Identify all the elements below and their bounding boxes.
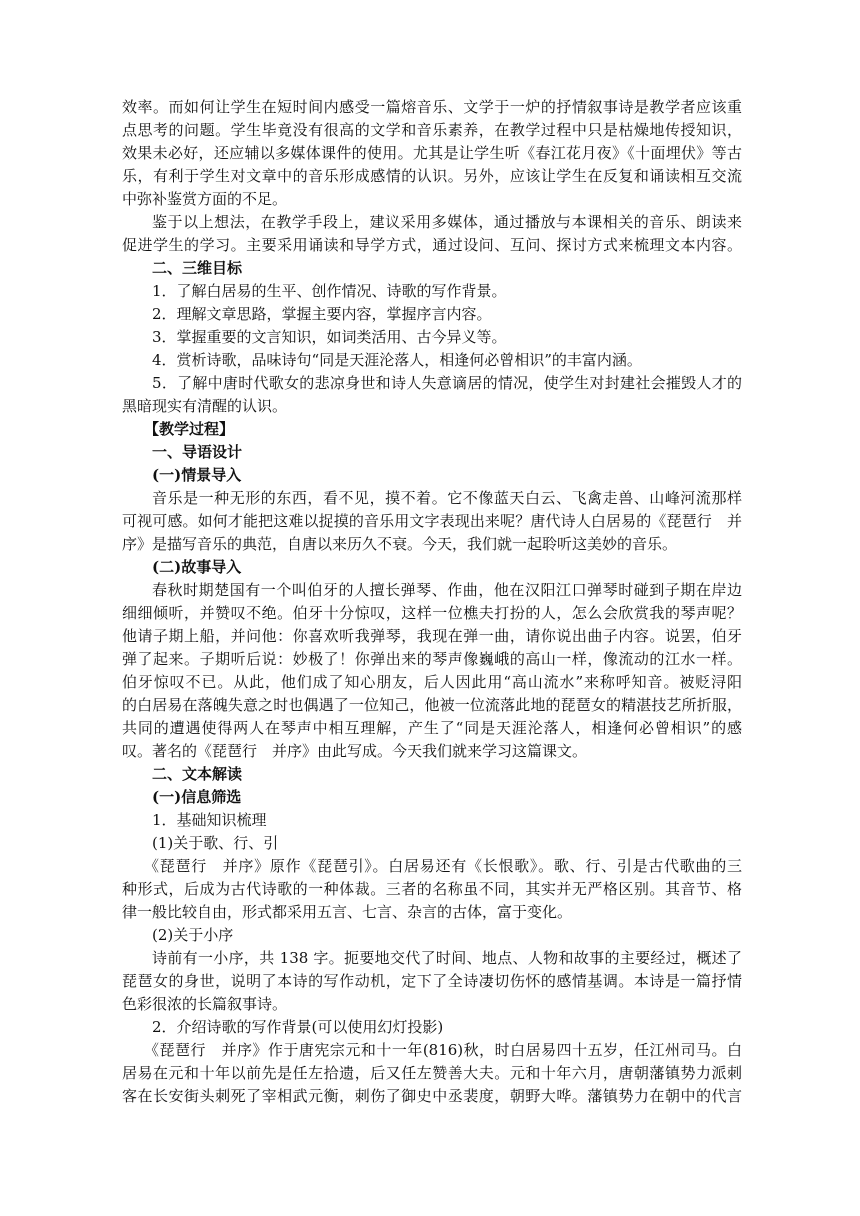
text-line: 种形式，后成为古代诗歌的一种体裁。三者的名称虽不同，其实并无严格区别。其音节、格 [122,880,742,898]
text-line: 3．掌握重要的文言知识，如词类活用、古今异义等。 [152,328,507,346]
text-line: 4．赏析诗歌，品味诗句“同是天涯沦落人，相逢何必曾相识”的丰富内涵。 [152,351,642,369]
text-line: 弹了起来。子期听后说：妙极了！你弹出来的琴声像巍峨的高山一样，像流动的江水一样。 [122,650,742,668]
text-line: 二、三维目标 [152,259,243,277]
text-line: 效果未必好，还应辅以多媒体课件的使用。尤其是让学生听《春江花月夜》《十面埋伏》等古 [122,144,742,162]
text-line: 《琵琶行 并序》原作《琵琶引》。白居易还有《长恨歌》。歌、行、引是古代歌曲的三 [144,857,742,875]
text-line: (二)故事导入 [152,558,242,576]
text-line: 色彩很浓的长篇叙事诗。 [122,995,288,1013]
text-line: 效率。而如何让学生在短时间内感受一篇熔音乐、文学于一炉的抒情叙事诗是教学者应该重 [122,98,742,116]
text-line: 可视可感。如何才能把这难以捉摸的音乐用文字表现出来呢？唐代诗人白居易的《琵琶行 并 [122,512,742,530]
text-line: 1．了解白居易的生平、创作情况、诗歌的写作背景。 [152,282,507,300]
text-line: 二、文本解读 [152,765,243,783]
text-line: 中弥补鉴赏方面的不足。 [122,190,288,208]
text-line: 一、导语设计 [152,443,243,461]
text-line: 鉴于以上想法，在教学手段上，建议采用多媒体，通过播放与本课相关的音乐、朗读来 [152,213,742,231]
text-line: 音乐是一种无形的东西，看不见，摸不着。它不像蓝天白云、飞禽走兽、山峰河流那样 [152,489,742,507]
text-line: 诗前有一小序，共 138 字。扼要地交代了时间、地点、人物和故事的主要经过，概述了 [152,949,742,967]
text-line: 律一般比较自由，形式都采用五言、七言、杂言的古体，富于变化。 [122,903,573,921]
text-line: 【教学过程】 [144,420,235,438]
text-line: 叹。著名的《琵琶行 并序》由此写成。今天我们就来学习这篇课文。 [122,742,588,760]
text-line: 促进学生的学习。主要采用诵读和导学方式，通过设问、互问、探讨方式来梳理文本内容。 [122,236,742,254]
text-line: 的白居易在落魄失意之时也偶遇了一位知己，他被一位流落此地的琵琶女的精湛技艺所折服， [122,696,742,714]
text-line: (一)情景导入 [152,466,242,484]
text-line: 居易在元和十年以前先是任左拾遗，后又任左赞善大夫。元和十年六月，唐朝藩镇势力派刺 [122,1064,742,1082]
text-line: (2)关于小序 [152,926,234,944]
text-line: 1．基础知识梳理 [152,811,267,829]
text-line: 2．介绍诗歌的写作背景(可以使用幻灯投影) [152,1018,444,1036]
text-line: 2．理解文章思路，掌握主要内容，掌握序言内容。 [152,305,492,323]
text-line: (1)关于歌、行、引 [152,834,279,852]
text-line: 他请子期上船，并问他：你喜欢听我弹琴，我现在弹一曲，请你说出曲子内容。说罢，伯牙 [122,627,742,645]
text-line: 琵琶女的身世，说明了本诗的写作动机，定下了全诗凄切伤怀的感情基调。本诗是一篇抒情 [122,972,742,990]
text-line: 序》是描写音乐的典范，自唐以来历久不衰。今天，我们就一起聆听这美妙的音乐。 [122,535,678,553]
text-line: 黑暗现实有清醒的认识。 [122,397,288,415]
text-line: 《琵琶行 并序》作于唐宪宗元和十一年(816)秋，时白居易四十五岁，任江州司马。白 [144,1041,742,1059]
text-line: 乐，有利于学生对文章中的音乐形成感情的认识。另外，应该让学生在反复和诵读相互交流 [122,167,742,185]
text-line: 5．了解中唐时代歌女的悲凉身世和诗人失意谪居的情况，使学生对封建社会摧毁人才的 [152,374,742,392]
text-line: 细细倾听，并赞叹不绝。伯牙十分惊叹，这样一位樵夫打扮的人，怎么会欣赏我的琴声呢？ [122,604,742,622]
document-page [122,96,742,1108]
text-line: 点思考的问题。学生毕竟没有很高的文学和音乐素养，在教学过程中只是枯燥地传授知识， [122,121,742,139]
text-line: 客在长安街头刺死了宰相武元衡，刺伤了御史中丞裴度，朝野大哗。藩镇势力在朝中的代言 [122,1087,742,1105]
text-line: 春秋时期楚国有一个叫伯牙的人擅长弹琴、作曲，他在汉阳江口弹琴时碰到子期在岸边 [152,581,742,599]
text-line: 共同的遭遇使得两人在琴声中相互理解，产生了“同是天涯沦落人，相逢何必曾相识”的感 [122,719,742,737]
text-line: 伯牙惊叹不已。从此，他们成了知心朋友，后人因此用“高山流水”来称呼知音。被贬浔阳 [122,673,742,691]
text-line: (一)信息筛选 [152,788,242,806]
